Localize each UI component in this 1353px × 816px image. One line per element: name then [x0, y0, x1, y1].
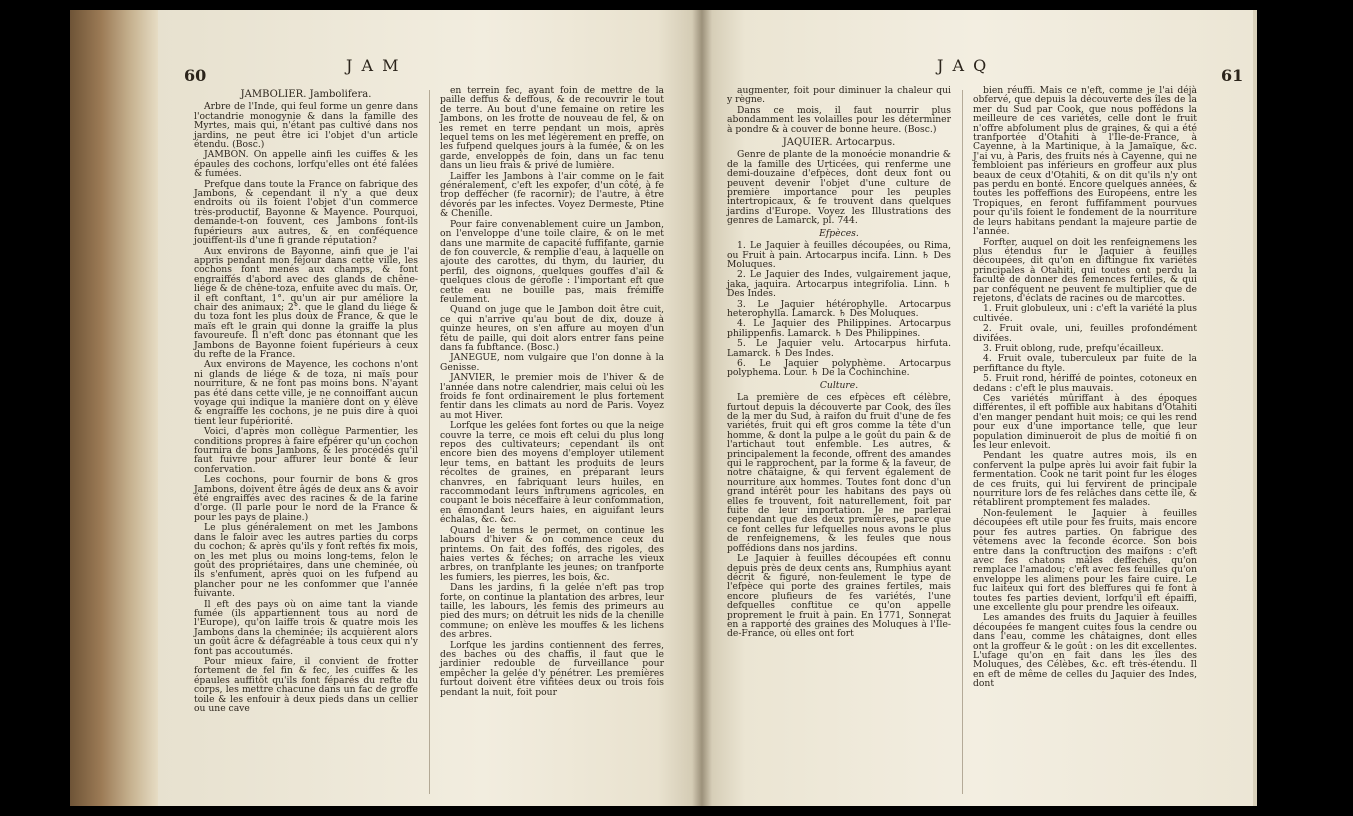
paragraph: 5. Le Jaquier velu. Artocarpus hirfuta. Lamarck. ♄ Des Indes.	[727, 338, 951, 359]
paragraph: 4. Le Jaquier des Philippines. Artocarpus philippenfis. Lamarck. ♄ Des Philippines.	[727, 318, 951, 339]
paragraph: Pendant les quatre autres mois, ils en confervent la pulpe après lui avoir fait fubir la fermentation. Cook ne tarit point fur les éloges de ces fruits, qui lui fervirent de principale nourriture lors de fes relâches dans cette île, & rétablirent promptement fes malades.	[973, 450, 1197, 509]
right-page	[701, 10, 1253, 806]
paragraph: 1. Fruit globuleux, uni : c'eft la variété la plus cultivée.	[973, 303, 1197, 324]
column-rule	[962, 90, 963, 794]
right-column-2	[973, 86, 1197, 690]
paragraph: Aux environs de Mayence, les cochons n'ont ni glands de liége & de toza, ni maïs pour nourriture, & ne font pas moins bons. N'ayant pas été dans cette ville, je ne connoiffant aucun voyage qui indique la manière dont on y élève & engraiffe les cochons, je ne puis dire à quoi tient leur fupériorité.	[194, 359, 418, 427]
left-column-1	[194, 86, 418, 714]
paragraph: Les amandes des fruits du Jaquier à feuilles découpées fe mangent cuites fous la cendre ou dans l'eau, comme les châtaignes, dont elles ont la groffeur & le goût : on les dit excellentes. L'ufage qu'on en fait dans les îles des Moluques, des Célèbes, &c. eft très-étendu. Il en eft de même de celles du Jaquier des Indes, dont	[973, 612, 1197, 690]
paragraph: Quand le tems le permet, on continue les labours d'hiver & on commence ceux du printems. On fait des foffés, des rigoles, des haies vertes & féches; on arrache les vieux arbres, on tranfplante les jeunes; on tranfporte les fumiers, les pierres, les bois, &c.	[440, 524, 664, 583]
paragraph: Les cochons, pour fournir de bons & gros Jambons, doivent être âgés de deux ans & avoir été engraiffés avec des racines & de la farine d'orge. (Il parle pour le nord de la France & pour les pays de plaine.)	[194, 474, 418, 523]
paragraph: 1. Le Jaquier à feuilles découpées, ou Rima, ou Fruit à pain. Artocarpus incifa. Linn. ♄ Des Moluques.	[727, 240, 951, 270]
paragraph: 3. Fruit oblong, rude, prefqu'écailleux.	[983, 342, 1164, 354]
paragraph: 3. Le Jaquier hétérophylle. Artocarpus heterophylla. Lamarck. ♄ Des Moluques.	[727, 298, 951, 319]
paragraph: en terrein fec, ayant foin de mettre de la paille deffus & deffous, & de recouvrir le tout de terre. Au bout d'une femaine on retire les Jambons, on les frotte de nouveau de fel, & on les remet en terre pendant un mois, après lequel tems on les met légèrement en preffe, on les fufpend quelques jours à la fumée, & on les garde, enveloppés de foin, dans un fac tenu dans un lieu frais & privé de lumière.	[440, 85, 664, 172]
paragraph: Pour faire convenablement cuire un Jambon, on l'enveloppe d'une toile claire, & on le met dans une marmite de capacité fuffifante, garnie de fon couvercle, & remplie d'eau, à laquelle on ajoute des carottes, du thym, du laurier, du perfil, des oignons, quelques gouffes d'ail & quelques clous de gérofle : l'important eft que cette eau ne bouille pas, mais frémiffe feulement.	[440, 218, 664, 305]
column-rule	[429, 90, 430, 794]
paragraph: 2. Fruit ovale, uni, feuilles profondément divifées.	[973, 323, 1197, 344]
paragraph: JAMBON. On appelle ainfi les cuiffes & les épaules des cochons, lorfqu'elles ont été falées & fumées.	[194, 149, 418, 180]
paragraph: Le Jaquier à feuilles découpées eft connu depuis près de deux cents ans, Rumphius ayant décrit & figuré, non-feulement le type de l'efpèce qui porte des graines fertiles, mais encore plufieurs de fes variétés, l'une defquelles conftitue ce qu'on appelle proprement le fruit à pain. En 1771, Sonnerat en a rapporté des graines des Moluques à l'Île-de-France, où elles ont fort	[727, 553, 951, 640]
paragraph: Lorfque les gelées font fortes ou que la neige couvre la terre, ce mois eft celui du plus long repos des cultivateurs; cependant ils ont encore bien des moyens d'employer utilement leur tems, en battant les produits de leurs récoltes de graines, en préparant leurs chanvres, en fabriquant leurs huiles, en raccommodant leurs inftrumens agricoles, en coupant le bois néceffaire à leur confommation, en émondant leurs haies, en aiguifant leurs échalas, &c. &c.	[440, 420, 664, 526]
paragraph: Ces variétés mûriffant à des époques différentes, il eft poffible aux habitans d'Otahiti d'en manger pendant huit mois; ce qui les rend pour eux d'une importance telle, que leur population diminueroit de plus de moitié fi on les leur enlevoit.	[973, 393, 1197, 452]
paragraph: Le plus généralement on met les Jambons dans le faloir avec les autres parties du corps du cochon; & après qu'ils y font reftés fix mois, on les met plus ou moins long-tems, felon le goût des propriétaires, dans une cheminée, où ils s'enfument, après quoi on les fufpend au plancher pour ne les confommer que l'année fuivante.	[194, 522, 418, 600]
left-page	[158, 10, 701, 806]
paragraph: bien réuffi. Mais ce n'eft, comme je l'ai déjà obfervé, que depuis la découverte des îles de la mer du Sud par Cook, que nous poffédons la meilleure de ces variétés, celle dont le fruit n'offre abfolument plus de graines, & qui a été tranfportée d'Otahiti à l'Île-de-France, à Cayenne, à la Martinique, à la Jamaïque, &c. J'ai vu, à Paris, des fruits nés à Cayenne, qui ne fembloient pas inférieurs en groffeur aux plus beaux de ceux d'Otahiti, & on dit qu'ils n'y ont pas perdu en bonté. Encore quelques années, & toutes les poffeffions des Européens, entre les Tropiques, en feront fuffifamment pourvues pour qu'ils foient le fondement de la nourriture de leurs habitans pendant la majeure partie de l'année.	[973, 85, 1198, 238]
paragraph: Forfter, auquel on doit les renfeignemens les plus étendus fur le Jaquier à feuilles découpées, dit qu'on en diftingue fix variétés principales à Otahiti, qui toutes ont perdu la faculté de donner des femences fertiles, & qui par conféquent ne peuvent fe multiplier que de rejetons, d'éclats de racines ou de marcottes.	[973, 236, 1197, 304]
paragraph: JANEGUE, nom vulgaire que l'on donne à la Genisse.	[440, 352, 664, 373]
paragraph: Dans les jardins, fi la gelée n'eft pas trop forte, on continue la plantation des arbres, leur taille, les labours, les femis des primeurs au pied des murs; on détruit les nids de la chenille commune; on enlève les mouffes & les lichens des arbres.	[440, 582, 664, 641]
paragraph: 5. Fruit rond, hériffé de pointes, cotoneux en dedans : c'eft le plus mauvais.	[973, 373, 1197, 394]
gutter	[692, 10, 712, 806]
running-head: J A M	[346, 56, 401, 75]
running-head: J A Q	[937, 56, 989, 75]
paragraph: augmenter, foit pour diminuer la chaleur qui y règne.	[727, 85, 951, 106]
paragraph: Aux environs de Bayonne, ainfi que je l'ai appris pendant mon féjour dans cette ville, les cochons font menés aux champs, & font engraiffés d'abord avec des glands de chêne-liége & de chêne-toza, enfuite avec du maïs. Or, il eft conftant, 1°. qu'un air pur améliore la chair des animaux; 2°. que le gland du liége & du toza font les plus doux de France, & que le maïs eft le grain qui donne la graiffe la plus favoureufe. Il n'eft donc pas étonnant que les Jambons de Bayonne foient fupérieurs à ceux du refte de la France.	[194, 245, 418, 360]
paragraph: Efpèces.	[819, 227, 859, 239]
page-number: 60	[184, 66, 207, 85]
right-column-1	[727, 86, 951, 640]
paragraph: JAQUIER. Artocarpus.	[782, 137, 896, 149]
paragraph: Arbre de l'Inde, qui feul forme un genre dans l'octandrie monogynie & dans la famille des Myrtes, mais qui, n'étant pas cultivé dans nos jardins, ne peut être ici l'objet d'un article étendu. (Bosc.)	[194, 101, 418, 151]
paragraph: Lorfque les jardins contiennent des ferres, des baches ou des chaffis, il faut que le jardinier redouble de furveillance pour empêcher la gelée d'y pénétrer. Les premières furtout doivent être vifitées deux ou trois fois pendant la nuit, foit pour	[440, 639, 664, 698]
paragraph: Laiffer les Jambons à l'air comme on le fait généralement, c'eft les expofer, d'un côté, à fe trop deffécher (fe racornir); de l'autre, à être dévorés par les infectes. Voyez Dermeste, Ptine & Chenille.	[440, 170, 664, 220]
paragraph: JAMBOLIER. Jambolifera.	[240, 89, 372, 100]
paragraph: Prefque dans toute la France on fabrique des Jambons, & cependant il n'y a que deux endroits où ils foient l'objet d'un commerce très-productif, Bayonne & Mayence. Pourquoi, demande-t-on fouvent, ces Jambons font-ils fupérieurs aux autres, & en conféquence jouiffent-ils d'une fi grande réputation?	[194, 178, 418, 247]
paragraph: Quand on juge que le Jambon doit être cuit, ce qui n'arrive qu'au bout de dix, douze à quinze heures, on s'en affure au moyen d'un fétu de paille, qui doit alors entrer fans peine dans fa fubftance. (Bosc.)	[440, 304, 664, 353]
paragraph: 4. Fruit ovale, tuberculeux par fuite de la perfiftance du ftyle.	[973, 353, 1197, 374]
paragraph: Il eft des pays où on aime tant la viande fumée (ils appartiennent tous au nord de l'Europe), qu'on laiffe trois & quatre mois les Jambons dans la cheminée; ils acquièrent alors un goût âcre & défagréable à tous ceux qui n'y font pas accoutumés.	[194, 598, 418, 657]
paragraph: Genre de plante de la monoécie monandrie & de la famille des Urticées, qui renferme une demi-douzaine d'efpèces, dont deux font ou peuvent devenir l'objet d'une culture de première importance pour les peuples intertropicaux, & fe trouvent dans quelques jardins d'Europe. Voyez les Illustrations des genres de Lamarck, pl. 744.	[727, 149, 951, 227]
page-edge	[1253, 10, 1257, 806]
paragraph: Dans ce mois, il faut nourrir plus abondamment les volailles pour les déterminer à pondre & à couver de bonne heure. (Bosc.)	[727, 104, 951, 135]
paragraph: Non-feulement le Jaquier à feuilles découpées eft utile pour fes fruits, mais encore pour fes autres parties. On fabrique des vêtemens avec la feconde écorce. Son bois entre dans la conftruction des maifons : c'eft avec fes chatons mâles deffechés, qu'on remplace l'amadou; c'eft avec fes feuilles qu'on enveloppe les alimens pour les faire cuire. Le fuc laiteux qui fort des bleffures qui fe font à toutes fes parties devient, lorfqu'il eft épaiffi, une excellente glu pour prendre les oifeaux.	[973, 507, 1197, 613]
left-column-2	[440, 86, 664, 698]
paragraph: Pour mieux faire, il convient de frotter fortement de fel fin & fec, les cuiffes & les épaules auffitôt qu'ils font féparés du refte du corps, les mettre chacune dans un fac de groffe toile & les enfouir à deux pieds dans un cellier ou une cave	[194, 655, 418, 714]
paragraph: 2. Le Jaquier des Indes, vulgairement jaque, jaka, jaquira. Artocarpus integrifolia. Linn. ♄ Des Indes.	[727, 269, 951, 300]
page-number: 61	[1221, 66, 1244, 85]
paragraph: JANVIER, le premier mois de l'hiver & de l'année dans notre calendrier, mais celui où les froids fe font ordinairement le plus fortement fentir dans les climats au nord de Paris. Voyez au mot Hiver.	[440, 372, 664, 421]
paragraph: La première de ces efpèces eft célèbre, furtout depuis la découverte par Cook, des îles de la mer du Sud, à raifon du fruit d'une de fes variétés, fruit qui eft gros comme la tête d'un homme, & dont la pulpe a le goût du pain & de l'artichaut tout enfemble. Les autres, & principalement la feconde, offrent des amandes qui le rapprochent, par la forme & la faveur, de notre châtaigne, & qui fervent également de nourriture aux hommes. Toutes font donc d'un grand intérêt pour les habitans des pays où elles fe trouvent, foit naturellement, foit par fuite de leur importation. Je ne parlerai cependant que des deux premières, parce que ce font celles fur lefquelles nous avons le plus de renfeignemens, & les feules que nous poffédions dans nos jardins.	[727, 392, 951, 554]
page-edges	[70, 10, 158, 806]
paragraph: 6. Le Jaquier polyphème. Artocarpus polyphema. Lour. ♄ De la Cochinchine.	[727, 357, 951, 379]
paragraph: Culture.	[819, 379, 859, 391]
paragraph: Voici, d'après mon collègue Parmentier, les conditions propres à faire efpérer qu'un cochon fournira de bons Jambons, & les procédés qu'il faut fuivre pour affurer leur bonté & leur confervation.	[194, 426, 418, 475]
